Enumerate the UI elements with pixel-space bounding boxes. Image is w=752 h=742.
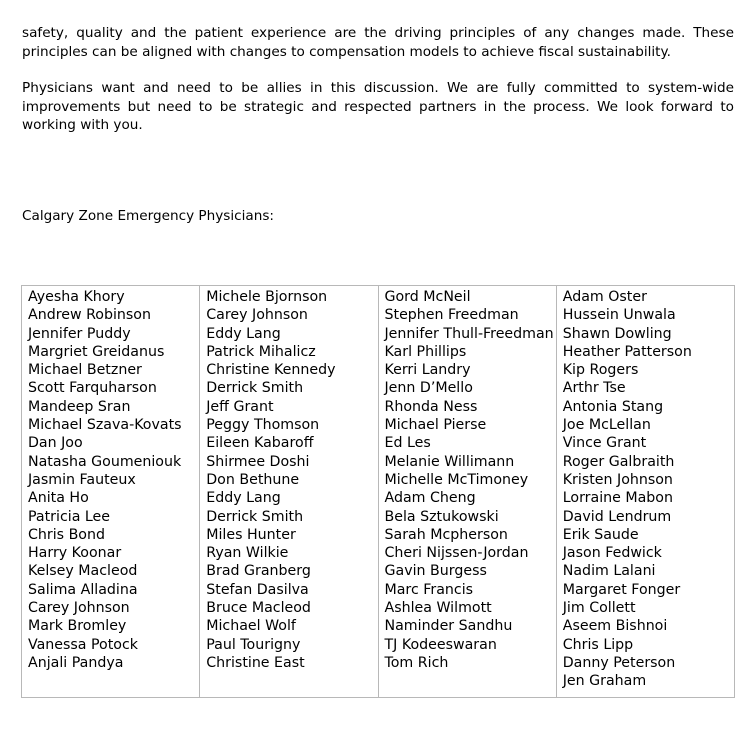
signatory-name: Patricia Lee	[28, 508, 111, 525]
signatory-name: Mark Bromley	[28, 618, 127, 635]
signatory-name: Jeff Grant	[206, 398, 274, 415]
signatory-name: Paul Tourigny	[206, 636, 301, 653]
signatory-name: Ed Les	[384, 435, 431, 452]
signatory-name: Chris Bond	[28, 526, 105, 543]
signatory-name: Adam Oster	[562, 289, 647, 305]
signatory-name: Scott Farquharson	[28, 380, 157, 397]
signatory-name: Derrick Smith	[206, 508, 304, 525]
signatory-name: Naminder Sandhu	[384, 618, 513, 635]
signatory-name: Christine Kennedy	[206, 362, 336, 379]
signatory-name: Shirmee Doshi	[206, 453, 310, 470]
signatory-name: Patrick Mihalicz	[206, 343, 316, 360]
signatory-name: Cheri Nijssen-Jordan	[384, 545, 529, 562]
signatory-name: Don Bethune	[206, 471, 300, 488]
signatory-name: Eddy Lang	[206, 490, 281, 507]
signatories-heading: Calgary Zone Emergency Physicians:	[22, 208, 275, 224]
signatory-name: Melanie Willimann	[384, 453, 515, 470]
signatory-name: Rhonda Ness	[384, 398, 478, 415]
signatory-name: Aseem Bishnoi	[562, 618, 668, 635]
signatory-name: Andrew Robinson	[28, 307, 151, 324]
signatories-column-2	[200, 286, 378, 698]
signatories-column-3	[378, 286, 556, 698]
signatory-name: Stefan Dasilva	[206, 581, 309, 598]
signatory-name: Michele Bjornson	[206, 289, 328, 305]
signatory-name: Eileen Kabaroff	[206, 435, 314, 452]
signatory-name: Jason Fedwick	[562, 545, 662, 562]
signatory-name: Sarah Mcpherson	[384, 526, 508, 543]
signatory-name: Michael Betzner	[28, 362, 142, 379]
signatory-name: Heather Patterson	[562, 343, 692, 360]
signatory-name: Salima Alladina	[28, 581, 138, 598]
signatories-row	[22, 286, 735, 698]
signatory-name: Stephen Freedman	[384, 307, 519, 324]
signatory-name: Anita Ho	[28, 490, 89, 507]
signatory-name: Michelle McTimoney	[384, 471, 529, 488]
signatory-name: Jen Graham	[562, 673, 647, 690]
signatory-name: Bela Sztukowski	[384, 508, 499, 525]
signatory-name: Kerri Landry	[384, 362, 471, 379]
signatory-name: Adam Cheng	[384, 490, 476, 507]
signatory-name: Shawn Dowling	[562, 325, 672, 342]
signatory-name: Arthr Tse	[562, 380, 626, 397]
signatory-name: Natasha Goumeniouk	[28, 453, 182, 470]
signatories-column-1	[22, 286, 200, 698]
signatory-name: Christine East	[206, 654, 305, 671]
signatory-name: Derrick Smith	[206, 380, 304, 397]
signatory-name: Ayesha Khory	[28, 289, 125, 305]
signatory-name: David Lendrum	[562, 508, 672, 525]
signatory-name: TJ Kodeeswaran	[384, 636, 497, 653]
signatory-name: Kristen Johnson	[562, 471, 673, 488]
signatory-name: Gord McNeil	[384, 289, 471, 305]
signatory-name: Kip Rogers	[562, 362, 639, 379]
signatory-name: Gavin Burgess	[384, 563, 487, 580]
signatory-name: Carey Johnson	[206, 307, 308, 324]
signatory-name: Anjali Pandya	[28, 654, 124, 671]
signatory-name: Karl Phillips	[384, 343, 467, 360]
signatory-name: Lorraine Mabon	[562, 490, 673, 507]
signatory-name: Chris Lipp	[562, 636, 634, 653]
signatory-name: Dan Joo	[28, 435, 83, 452]
signatory-name: Bruce Macleod	[206, 600, 311, 617]
signatory-name: Miles Hunter	[206, 526, 296, 543]
signatory-name: Marc Francis	[384, 581, 474, 598]
signatory-name: Michael Pierse	[384, 417, 487, 434]
signatory-name: Jennifer Puddy	[28, 325, 131, 342]
signatory-name: Mandeep Sran	[28, 398, 131, 415]
signatory-name: Jasmin Fauteux	[28, 471, 136, 488]
signatories-column-4	[556, 286, 734, 698]
signatory-name: Joe McLellan	[562, 417, 651, 434]
signatory-name: Jim Collett	[562, 600, 636, 617]
signatory-name: Antonia Stang	[562, 398, 664, 415]
signatory-name: Harry Koonar	[28, 545, 122, 562]
signatory-name: Roger Galbraith	[562, 453, 675, 470]
body-paragraph-2: Physicians want and need to be allies in this discussion. We are fully committed to system-wide improvements but need to be strategic and respected partners in the process. We look forward to working with you.	[22, 80, 734, 133]
signatory-name: Brad Granberg	[206, 563, 311, 580]
signatory-name: Danny Peterson	[562, 654, 676, 671]
signatory-name: Jennifer Thull-Freedman	[384, 325, 554, 342]
signatory-name: Margriet Greidanus	[28, 343, 165, 360]
signatory-name: Eddy Lang	[206, 325, 281, 342]
signatory-name: Ashlea Wilmott	[384, 600, 492, 617]
signatory-name: Carey Johnson	[28, 600, 130, 617]
signatory-name: Kelsey Macleod	[28, 563, 138, 580]
signatory-name: Margaret Fonger	[562, 581, 681, 598]
signatory-name: Peggy Thomson	[206, 417, 320, 434]
signatory-name: Tom Rich	[384, 654, 449, 671]
signatory-name: Jenn D’Mello	[384, 380, 473, 397]
signatory-name: Hussein Unwala	[562, 307, 676, 324]
signatory-name: Erik Saude	[562, 526, 639, 543]
signatory-name: Vince Grant	[562, 435, 647, 452]
signatory-name: Vanessa Potock	[28, 636, 138, 653]
body-paragraph-1: safety, quality and the patient experience are the driving principles of any changes made. These principles can be aligned with changes to compensation models to achieve fiscal sustainability.	[22, 25, 734, 60]
signatory-name: Ryan Wilkie	[206, 545, 289, 562]
signatory-name: Nadim Lalani	[562, 563, 656, 580]
signatories-table	[21, 285, 735, 698]
signatory-name: Michael Wolf	[206, 618, 296, 635]
signatory-name: Michael Szava-Kovats	[28, 417, 182, 434]
